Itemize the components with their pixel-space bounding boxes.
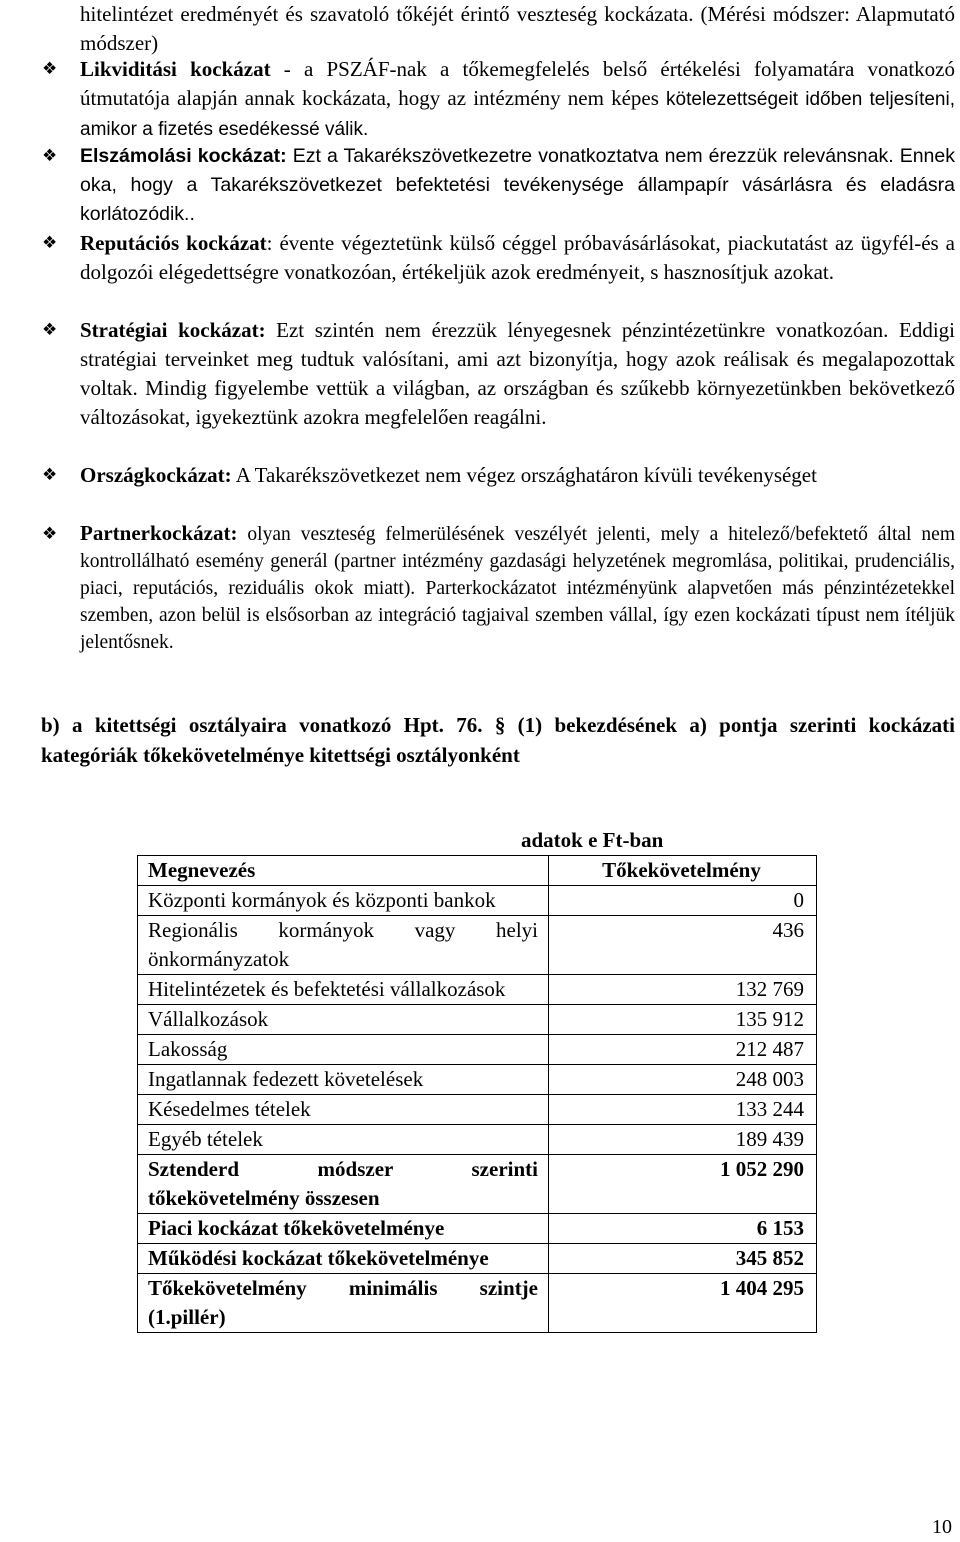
bullet-title: Országkockázat: bbox=[80, 463, 232, 487]
row-name: Ingatlannak fedezett követelések bbox=[138, 1065, 549, 1095]
row-value: 212 487 bbox=[549, 1035, 817, 1065]
bullet-text-sans: kötelezettségeit időben teljesíteni, amikor a fizetés esedékessé válik. bbox=[80, 89, 955, 140]
table-row bbox=[138, 1005, 817, 1035]
table-row-total bbox=[138, 1155, 817, 1214]
table-unit-note: adatok e Ft-ban bbox=[521, 828, 664, 852]
table-row bbox=[138, 886, 817, 916]
row-name: Piaci kockázat tőkekövetelménye bbox=[138, 1214, 549, 1244]
bullet-title: Likviditási kockázat bbox=[80, 57, 271, 81]
row-name: Sztenderd módszer szerinti tőkekövetelmény összesen bbox=[138, 1155, 549, 1214]
row-name: Regionális kormányok vagy helyi önkormányzatok bbox=[138, 916, 549, 975]
bullet-text: A Takarékszövetkezet nem végez országhatáron kívüli tevékenységet bbox=[231, 463, 817, 487]
table-row-minimum bbox=[138, 1274, 817, 1333]
bullet-title: Stratégiai kockázat: bbox=[80, 318, 266, 342]
bullet-separator: - bbox=[270, 57, 304, 81]
bullet-strategy bbox=[42, 316, 955, 432]
capital-requirement-table bbox=[137, 855, 817, 1333]
header-value-cell: Tőkekövetelmény bbox=[549, 856, 817, 886]
section-b-heading: b) a kitettségi osztályaira vonatkozó Hpt. 76. § (1) bekezdésének a) pontja szerinti kockázati kategóriák tőkekövetelménye kitettségi osztályonként bbox=[41, 713, 955, 767]
row-name: Késedelmes tételek bbox=[138, 1095, 549, 1125]
bullet-reputation bbox=[42, 229, 955, 287]
row-value: 135 912 bbox=[549, 1005, 817, 1035]
intro-text: hitelintézet eredményét és szavatoló tőkéjét érintő veszteség kockázata. (Mérési módszer: Alapmutató módszer) bbox=[80, 2, 955, 55]
page-number: 10 bbox=[932, 1516, 952, 1538]
bullet-partner bbox=[42, 520, 955, 656]
table-row-market bbox=[138, 1214, 817, 1244]
diamond-bullet-icon: ❖ bbox=[42, 59, 58, 79]
row-name: Hitelintézetek és befektetési vállalkozások bbox=[138, 975, 549, 1005]
diamond-bullet-icon: ❖ bbox=[42, 465, 58, 485]
row-name: Egyéb tételek bbox=[138, 1125, 549, 1155]
row-value: 133 244 bbox=[549, 1095, 817, 1125]
bullet-country bbox=[42, 461, 955, 490]
row-value: 132 769 bbox=[549, 975, 817, 1005]
bullet-text: : évente végeztetünk külső céggel próbavásárlásokat, piackutatást az ügyfél-és a dolgozói elégedettségre vonatkozóan, értékeljük azok eredményeit, s hasznosítjuk azokat. bbox=[80, 231, 955, 284]
row-name: Központi kormányok és központi bankok bbox=[138, 886, 549, 916]
row-name: Lakosság bbox=[138, 1035, 549, 1065]
table-header-row bbox=[138, 856, 817, 886]
table-row bbox=[138, 1035, 817, 1065]
diamond-bullet-icon: ❖ bbox=[42, 524, 58, 544]
bullet-title: Partnerkockázat: bbox=[80, 521, 238, 545]
table-row-operational bbox=[138, 1244, 817, 1274]
row-value: 436 bbox=[549, 916, 817, 975]
row-value: 6 153 bbox=[549, 1214, 817, 1244]
row-name: Tőkekövetelmény minimális szintje (1.pillér) bbox=[138, 1274, 549, 1333]
table-row bbox=[138, 1095, 817, 1125]
diamond-bullet-icon: ❖ bbox=[42, 146, 58, 166]
bullet-text: olyan veszteség felmerülésének veszélyét jelenti, mely a hitelező/befektető által nem kontrollálható esemény generál (partner intézmény gazdasági helyzetének megromlása, politikai, prudenciális, piaci, reputációs, reziduális okok miatt). Parterkockázatot intézményünk alapvetően más pénzintézetekkel szemben, azon belül is elsősorban az integráció tagjaival szemben vállal, így ezen kockázati típust nem ítéljük jelentősnek. bbox=[80, 524, 955, 653]
table-row bbox=[138, 1125, 817, 1155]
bullet-title: Reputációs kockázat bbox=[80, 231, 267, 255]
intro-paragraph bbox=[80, 0, 955, 58]
row-name: Vállalkozások bbox=[138, 1005, 549, 1035]
row-value: 248 003 bbox=[549, 1065, 817, 1095]
bullet-title: Elszámolási kockázat: bbox=[80, 145, 287, 167]
table-row bbox=[138, 975, 817, 1005]
row-value: 1 052 290 bbox=[549, 1155, 817, 1214]
table-row bbox=[138, 916, 817, 975]
bullet-text-sans: Ezt a Takarékszövetkezetre vonatkoztatva nem érezzük relevánsnak. Ennek oka, hogy a Takarékszövetkezet befektetési tevékenysége állampapír vásárlásra és eladásra korlátozódik.. bbox=[80, 145, 955, 225]
diamond-bullet-icon: ❖ bbox=[42, 233, 58, 253]
table-row bbox=[138, 1065, 817, 1095]
bullet-text: Ezt szintén nem érezzük lényegesnek pénzintézetünkre vonatkozóan. Eddigi stratégiai terveinket meg tudtuk valósítani, ami azt bizonyítja, hogy azok reálisak és megalapozottak voltak. Mindig figyelembe vettük a világban, az országban és szűkebb környezetünkben bekövetkező változásokat, igyekeztünk azokra megfelelően reagálni. bbox=[80, 318, 955, 429]
diamond-bullet-icon: ❖ bbox=[42, 320, 58, 340]
bullet-liquidity bbox=[42, 55, 955, 144]
header-name-cell: Megnevezés bbox=[138, 856, 549, 886]
row-value: 345 852 bbox=[549, 1244, 817, 1274]
bullet-settlement bbox=[42, 142, 955, 229]
row-name: Működési kockázat tőkekövetelménye bbox=[138, 1244, 549, 1274]
bullet-text: a PSZÁF-nak a tőkemegfelelés belső értékelési folyamatára vonatkozó útmutatója alapján annak kockázata, hogy az intézmény nem képes bbox=[80, 57, 955, 110]
row-value: 1 404 295 bbox=[549, 1274, 817, 1333]
row-value: 189 439 bbox=[549, 1125, 817, 1155]
row-value: 0 bbox=[549, 886, 817, 916]
